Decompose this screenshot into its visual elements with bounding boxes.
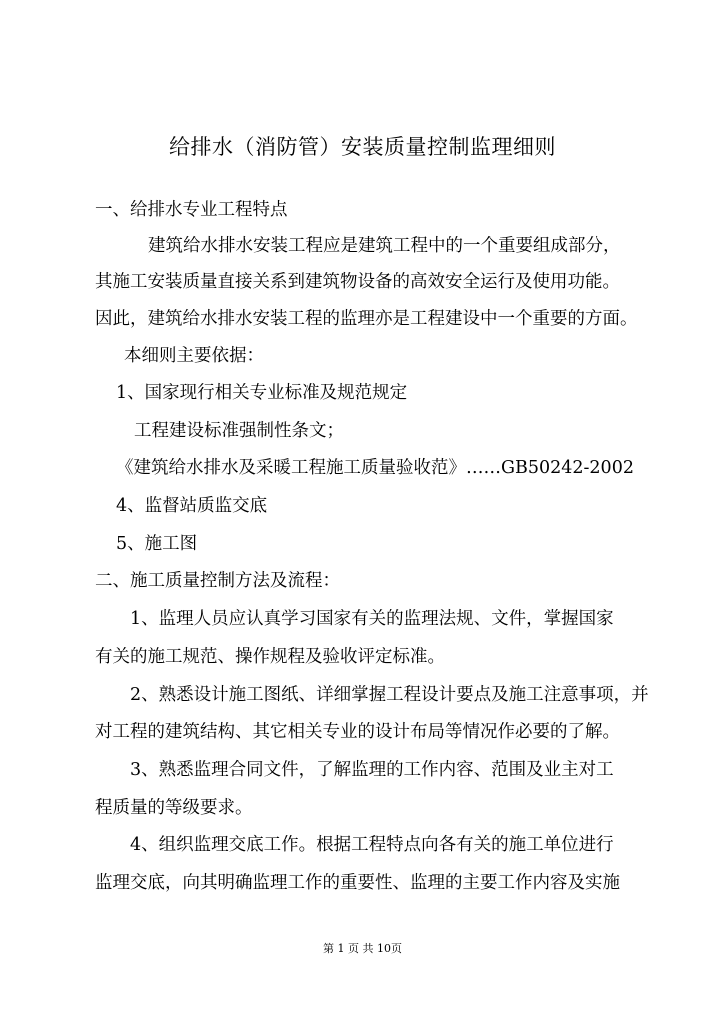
paragraph-line: 4、组织监理交底工作。根据工程特点向各有关的施工单位进行	[130, 835, 614, 855]
list-item: 5、施工图	[116, 534, 198, 554]
section-heading: 一、给排水专业工程特点	[95, 200, 288, 220]
paragraph-line: 因此，建筑给水排水安装工程的监理亦是工程建设中一个重要的方面。	[95, 309, 638, 329]
list-item: 4、监督站质监交底	[116, 496, 268, 516]
paragraph-line: 1、监理人员应认真学习国家有关的监理法规、文件，掌握国家	[130, 609, 614, 629]
paragraph-line: 建筑给水排水安装工程应是建筑工程中的一个重要组成部分，	[148, 236, 621, 256]
paragraph-line: 3、熟悉监理合同文件，了解监理的工作内容、范围及业主对工	[130, 760, 614, 780]
list-item: 《建筑给水排水及采暖工程施工质量验收范》……GB50242-2002	[116, 458, 634, 478]
document-title: 给排水（消防管）安装质量控制监理细则	[169, 135, 556, 159]
list-item: 1、国家现行相关专业标准及规范规定	[116, 383, 408, 403]
paragraph-line: 有关的施工规范、操作规程及验收评定标准。	[95, 647, 445, 667]
paragraph-line: 程质量的等级要求。	[95, 798, 253, 818]
list-item: 工程建设标准强制性条文；	[134, 421, 344, 441]
page-number: 第 1 页 共 10页	[323, 942, 402, 955]
paragraph-line: 其施工安装质量直接关系到建筑物设备的高效安全运行及使用功能。	[95, 272, 620, 292]
section-heading: 二、施工质量控制方法及流程：	[95, 571, 340, 591]
paragraph-line: 本细则主要依据：	[124, 346, 264, 366]
paragraph-line: 监理交底，向其明确监理工作的重要性、监理的主要工作内容及实施	[95, 873, 620, 893]
paragraph-line: 对工程的建筑结构、其它相关专业的设计布局等情况作必要的了解。	[95, 722, 620, 742]
paragraph-line: 2、熟悉设计施工图纸、详细掌握工程设计要点及施工注意事项，并	[130, 685, 649, 705]
